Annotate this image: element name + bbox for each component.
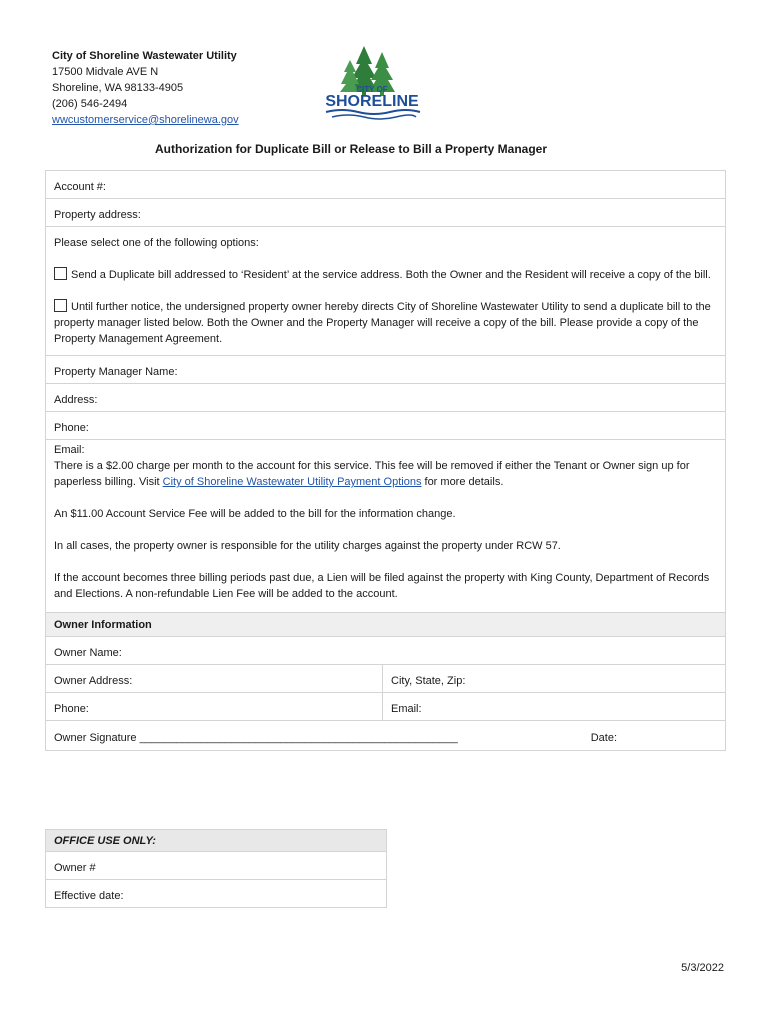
info-service-fee: An $11.00 Account Service Fee will be added to the bill for the information change. <box>54 508 456 520</box>
option-property-manager <box>54 299 717 347</box>
effective-date-field[interactable] <box>46 880 386 908</box>
option-property-manager-text: Until further notice, the undersigned property owner hereby directs City of Shoreline Wastewater Utility to send a duplicate bill to the property manager listed below. Both the Owner and the Property Manager will receive a copy of the bill. Please provide a copy of the Property Management Agreement. <box>54 301 711 345</box>
property-manager-checkbox[interactable] <box>54 299 67 312</box>
owner-contact-row <box>46 693 725 721</box>
office-use-box <box>45 829 387 908</box>
billing-options <box>46 227 725 356</box>
pm-name-label: Property Manager Name: <box>54 366 178 378</box>
owner-phone-field[interactable] <box>46 693 383 720</box>
info-owner-responsibility: In all cases, the property owner is responsible for the utility charges against the property under RCW 57. <box>54 540 561 552</box>
pm-name-field[interactable] <box>46 356 725 384</box>
account-number-field[interactable] <box>46 171 725 199</box>
signature-date-label: Date: <box>590 732 617 744</box>
fee-information <box>46 440 725 613</box>
pm-phone-field[interactable] <box>46 412 725 440</box>
city-state-zip-label: City, State, Zip: <box>391 675 466 687</box>
org-address-line1: 17500 Midvale AVE N <box>52 66 159 78</box>
account-number-label: Account #: <box>54 181 106 193</box>
pm-email-label[interactable]: Email: <box>54 444 85 456</box>
owner-address-row <box>46 665 725 693</box>
info-lien-notice: If the account becomes three billing periods past due, a Lien will be filed against the property with King County, Department of Records and Elections. A non-refundable Lien Fee will be added to the account. <box>54 572 710 600</box>
owner-address-label: Owner Address: <box>54 675 133 687</box>
office-use-header: OFFICE USE ONLY: <box>46 830 386 852</box>
owner-signature-row[interactable] <box>46 721 725 751</box>
org-info <box>52 48 239 128</box>
org-phone: (206) 546-2494 <box>52 98 128 110</box>
document-title: Authorization for Duplicate Bill or Release to Bill a Property Manager <box>154 142 548 156</box>
effective-date-label: Effective date: <box>54 890 124 902</box>
owner-number-label: Owner # <box>54 862 96 874</box>
payment-options-link[interactable]: City of Shoreline Wastewater Utility Payment Options <box>162 476 422 488</box>
revision-date: 5/3/2022 <box>681 962 724 974</box>
option-duplicate-bill <box>54 267 717 283</box>
authorization-form <box>45 170 726 751</box>
duplicate-bill-checkbox[interactable] <box>54 267 67 280</box>
pm-phone-label: Phone: <box>54 422 89 434</box>
info-duplicate-charge: There is a $2.00 charge per month to the account for this service. This fee will be removed if either the Tenant or Owner sign up for paperless billing. Visit City of Shoreline Wastewater Utility Payment Options for more details. <box>54 460 690 488</box>
pm-address-field[interactable] <box>46 384 725 412</box>
option-duplicate-bill-text: Send a Duplicate bill addressed to ‘Resident’ at the service address. Both the Owner and the Resident will receive a copy of the bill. <box>71 269 711 281</box>
property-address-field[interactable] <box>46 199 725 227</box>
owner-number-field[interactable] <box>46 852 386 880</box>
city-logo <box>312 42 432 126</box>
org-address-line2: Shoreline, WA 98133-4905 <box>52 82 184 94</box>
svg-text:CITY OF: CITY OF <box>356 85 388 94</box>
owner-signature-label: Owner Signature ____________________________________________________ <box>54 732 458 744</box>
owner-email-label: Email: <box>391 703 422 715</box>
owner-information-header: Owner Information <box>46 613 725 637</box>
tree-logo-icon <box>312 42 432 126</box>
property-address-label: Property address: <box>54 209 141 221</box>
owner-address-field[interactable] <box>46 665 383 692</box>
owner-name-field[interactable] <box>46 637 725 665</box>
select-instruction: Please select one of the following options: <box>54 237 259 249</box>
owner-email-field[interactable] <box>383 693 725 720</box>
svg-text:SHORELINE: SHORELINE <box>325 93 419 110</box>
org-email-link[interactable]: wwcustomerservice@shorelinewa.gov <box>52 114 239 126</box>
owner-phone-label: Phone: <box>54 703 89 715</box>
city-state-zip-field[interactable] <box>383 665 725 692</box>
owner-name-label: Owner Name: <box>54 647 122 659</box>
pm-address-label: Address: <box>54 394 98 406</box>
org-name: City of Shoreline Wastewater Utility <box>52 50 237 62</box>
